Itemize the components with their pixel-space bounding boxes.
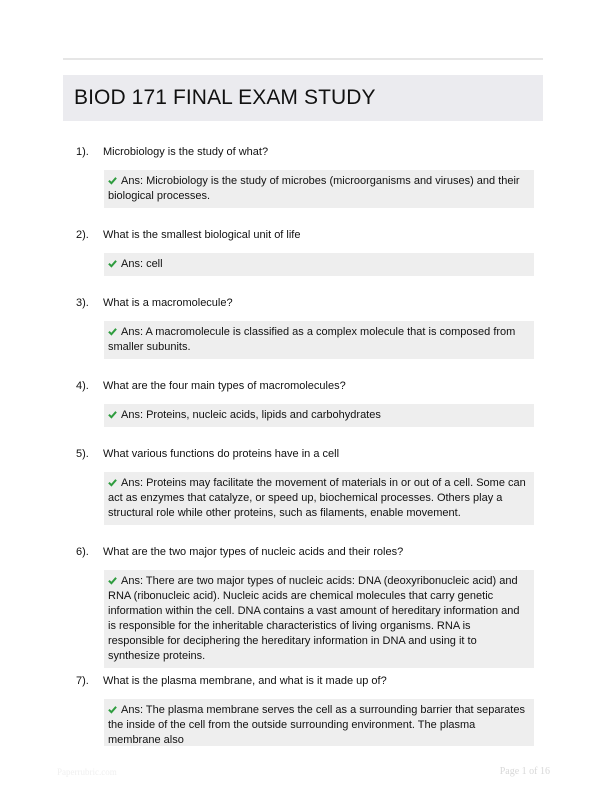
answer-text: Ans: Proteins may facilitate the movement of materials in or out of a cell. Some can act as enzymes that catalyze, or speed up, biochemical processes. Others play a structural role while other proteins, such as filaments, enable movement. [108,477,526,519]
question-number: 5). [76,448,89,460]
question-text: What is the smallest biological unit of life [103,229,301,241]
question-number: 1). [76,146,89,158]
check-icon [108,410,117,419]
check-icon [108,576,117,585]
answer-text: Ans: The plasma membrane serves the cell as a surrounding barrier that separates the inside of the cell from the outside surrounding environment. The plasma membrane also [108,704,525,746]
check-icon [108,705,117,714]
answer-box-7 [104,699,534,746]
question-text: Microbiology is the study of what? [103,146,269,158]
top-divider [63,58,543,60]
question-text: What is the plasma membrane, and what is it made up of? [103,675,387,687]
page-title: BIOD 171 FINAL EXAM STUDY [74,86,376,109]
question-text: What are the four main types of macromolecules? [103,380,346,392]
answer-text: Ans: cell [121,258,163,270]
title-banner [63,75,543,121]
check-icon [108,478,117,487]
answer-box-6 [104,570,534,668]
footer-watermark: Paperrubric.com [57,767,117,777]
answer-text: Ans: Microbiology is the study of microbes (microorganisms and viruses) and their biological processes. [108,175,520,202]
question-text: What are the two major types of nucleic acids and their roles? [103,546,404,558]
question-number: 6). [76,546,89,558]
question-text: What various functions do proteins have in a cell [103,448,340,460]
check-icon [108,259,117,268]
answer-box-3 [104,321,534,359]
question-number: 4). [76,380,89,392]
question-number: 7). [76,675,89,687]
question-text: What is a macromolecule? [103,297,233,309]
answer-box-4 [104,404,534,427]
answer-text: Ans: A macromolecule is classified as a complex molecule that is composed from smaller subunits. [108,326,516,353]
answer-box-5 [104,472,534,525]
answer-text: Ans: There are two major types of nucleic acids: DNA (deoxyribonucleic acid) and RNA (ribonucleic acid). Nucleic acids are chemical molecules that carry genetic information within the cell. DNA contains a vast amount of hereditary information and is responsible for the inheritable characteristics of living organisms. RNA is responsible for deciphering the hereditary information in DNA and using it to synthesize proteins. [108,575,520,662]
question-number: 3). [76,297,89,309]
answer-box-1 [104,170,534,208]
answer-text: Ans: Proteins, nucleic acids, lipids and carbohydrates [121,409,381,421]
question-number: 2). [76,229,89,241]
answer-box-2 [104,253,534,276]
check-icon [108,327,117,336]
page-indicator: Page 1 of 16 [499,766,550,777]
check-icon [108,176,117,185]
